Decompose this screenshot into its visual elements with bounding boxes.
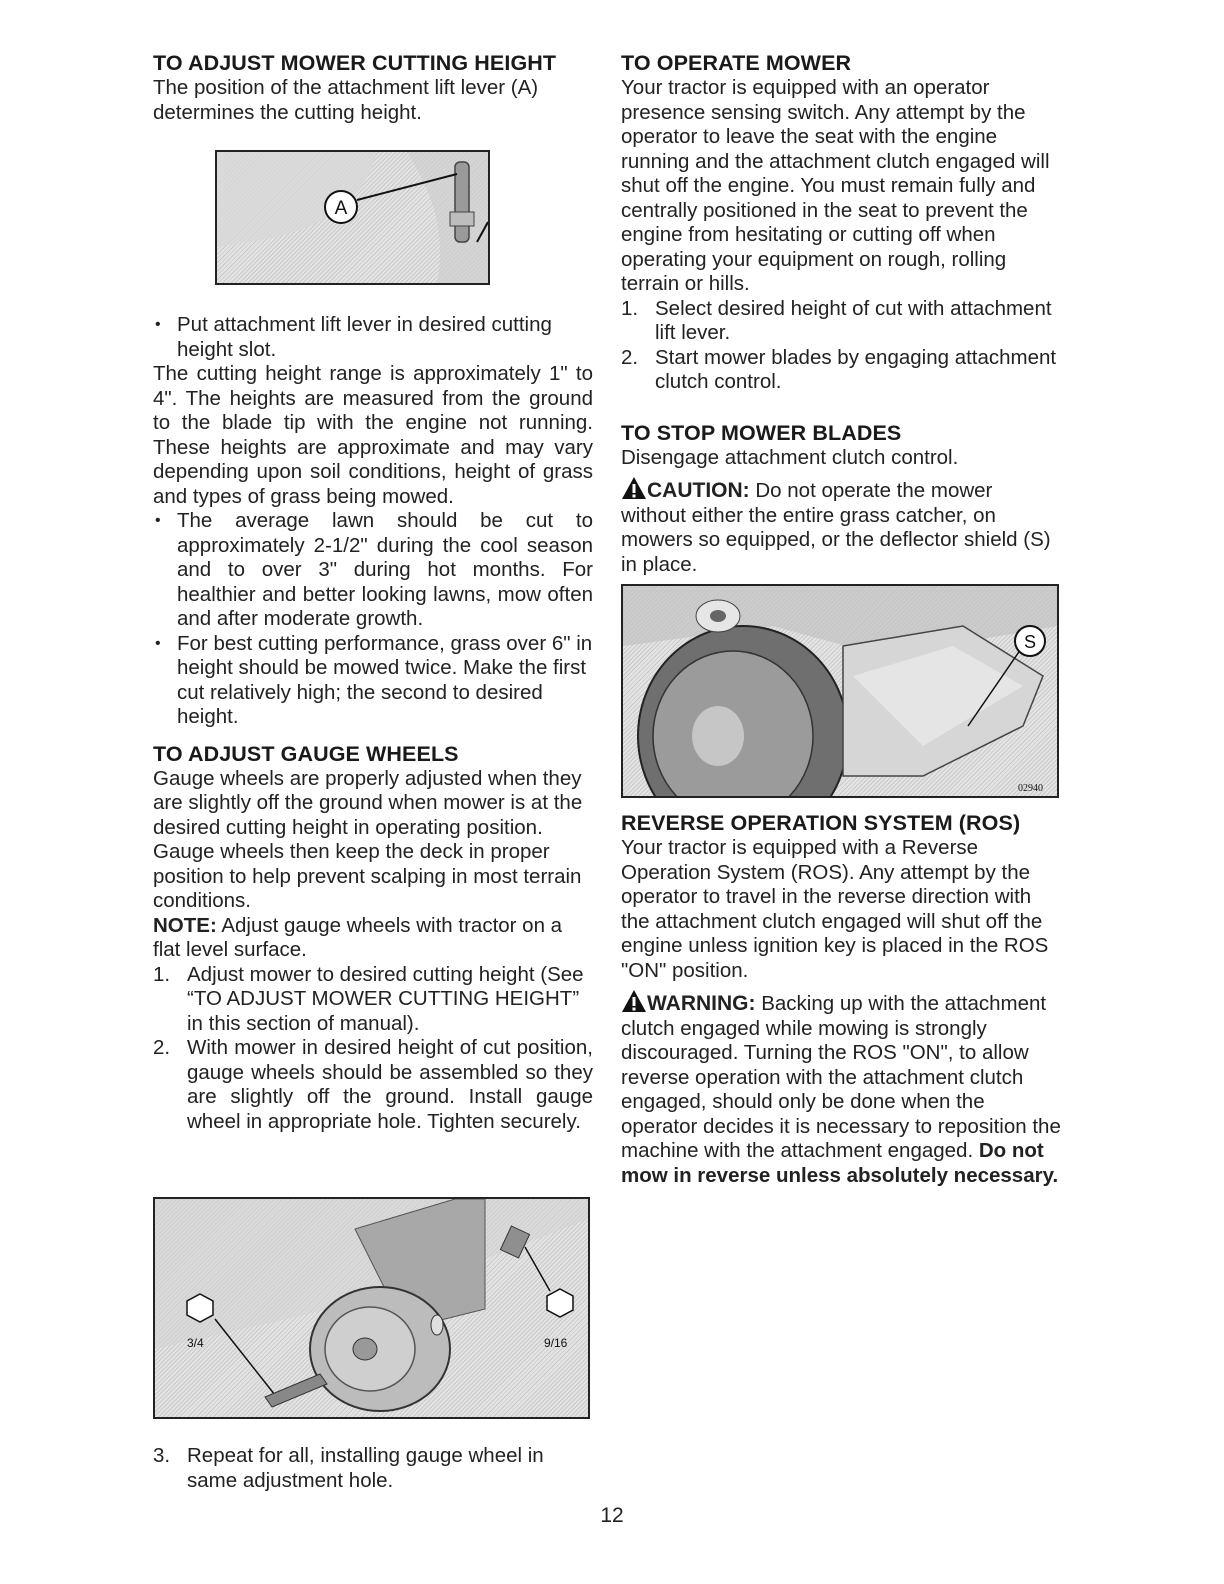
list-item	[153, 1444, 593, 1493]
lift-lever-illustration	[217, 152, 488, 283]
left-column	[153, 50, 593, 1492]
caution-label: CAUTION:	[647, 479, 750, 502]
step-number: 1.	[153, 962, 171, 986]
ros-text: Your tractor is equipped with a Reverse Operation System (ROS). Any attempt by the operator to travel in the reverse direction with the attachment clutch engaged will shut off the engine unless ignition key is placed in the ROS "ON" position.	[621, 836, 1049, 982]
gauge-wheel-illustration	[155, 1199, 588, 1417]
gauge-wheels-heading: TO ADJUST GAUGE WHEELS	[153, 741, 459, 766]
note-label: NOTE:	[153, 913, 217, 937]
note-text: Adjust gauge wheels with tractor on a flat level surface.	[153, 913, 563, 961]
cutting-range-text: The cutting height range is approximately 1" to 4". The heights are measured from the ground to the blade tip with the engine not running. These heights are approximate and may vary depending upon soil conditions, height of grass and types of grass being mowed.	[153, 362, 593, 508]
cutting-height-intro: The position of the attachment lift lever (A) determines the cutting height.	[153, 76, 539, 124]
caution-paragraph	[621, 476, 1061, 577]
nut-size-label: 9/16	[544, 1336, 568, 1350]
stop-blades-text: Disengage attachment clutch control.	[621, 445, 959, 469]
gauge-wheels-note	[153, 914, 593, 963]
warning-triangle-icon	[621, 989, 647, 1013]
warning-text: Backing up with the attachment clutch engaged while mowing is strongly discouraged. Turning the ROS "ON", to allow reverse operation with the attachment clutch engaged, should only be done when the operator decides it is necessary to reposition the machine with the attachment engaged.	[621, 992, 1061, 1162]
callout-a: A	[334, 198, 348, 219]
right-column	[621, 50, 1061, 1188]
list-item	[153, 1036, 593, 1134]
step-text: Select desired height of cut with attachment lift lever.	[655, 296, 1052, 344]
operate-mower-heading: TO OPERATE MOWER	[621, 51, 852, 75]
operate-mower-intro: Your tractor is equipped with an operator presence sensing switch. Any attempt by the operator to leave the seat with the engine running and the attachment clutch engaged will shut off the engine. You must remain fully and centrally positioned in the seat to prevent the engine from hesitating or cutting off when operating your equipment on rough, rolling terrain or hills.	[621, 76, 1050, 295]
list-item	[153, 963, 593, 1037]
gauge-steps-list	[153, 963, 593, 1135]
lift-lever-figure	[215, 150, 490, 285]
ros-heading: REVERSE OPERATION SYSTEM (ROS)	[621, 811, 1021, 835]
operate-steps-list	[621, 297, 1061, 395]
warning-label: WARNING:	[647, 992, 756, 1015]
warning-bold-text: Do not mow in reverse unless absolutely necessary.	[621, 1139, 1059, 1187]
gauge-wheels-intro: Gauge wheels are properly adjusted when they are slightly off the ground when mower is at the desired cutting height in operating position. Gauge wheels then keep the deck in proper position to help prevent scalping in most terrain conditions.	[153, 766, 583, 912]
cutting-height-heading: TO ADJUST MOWER CUTTING HEIGHT	[153, 51, 557, 75]
bolt-size-label: 3/4	[187, 1336, 204, 1350]
list-item: • Put attachment lift lever in desired cutting height slot.	[153, 313, 593, 362]
page-number: 12	[600, 1504, 624, 1527]
step-number: 1.	[621, 296, 639, 320]
list-item	[621, 297, 1061, 346]
step-text: Repeat for all, installing gauge wheel in same adjustment hole.	[187, 1444, 544, 1492]
stop-blades-heading: TO STOP MOWER BLADES	[621, 420, 902, 445]
list-item: • For best cutting performance, grass over 6" in height should be mowed twice. Make the first cut relatively high; the second to desired height.	[153, 632, 593, 730]
caution-triangle-icon	[621, 476, 647, 500]
gauge-wheel-figure	[153, 1197, 590, 1419]
step-text: Adjust mower to desired cutting height (See “TO ADJUST MOWER CUTTING HEIGHT” in this section of manual).	[187, 962, 584, 1035]
list-item	[621, 346, 1061, 395]
cutting-bullet-list-2	[153, 509, 593, 730]
caution-text: Do not operate the mower without either the entire grass catcher, on mowers so equipped, or the deflector shield (S) in place.	[621, 479, 1051, 576]
list-item: • The average lawn should be cut to approximately 2-1/2" during the cool season and to over 3" during hot months. For healthier and better looking lawns, mow often and after moderate growth.	[153, 509, 593, 632]
cutting-bullet-list-1	[153, 313, 593, 362]
step-number: 2.	[153, 1036, 171, 1059]
gauge-steps-list-continued	[153, 1444, 593, 1493]
step-text: With mower in desired height of cut position, gauge wheels should be assembled so they are slightly off the ground. Install gauge wheel in appropriate hole. Tighten securely.	[187, 1036, 593, 1133]
callout-s: S	[1023, 632, 1037, 652]
deflector-shield-illustration	[623, 586, 1057, 796]
figure-code: 02940	[1018, 783, 1043, 794]
step-number: 2.	[621, 345, 639, 369]
step-number: 3.	[153, 1444, 171, 1467]
warning-paragraph	[621, 989, 1061, 1188]
deflector-shield-figure	[621, 584, 1059, 798]
step-text: Start mower blades by engaging attachment clutch control.	[655, 345, 1057, 393]
